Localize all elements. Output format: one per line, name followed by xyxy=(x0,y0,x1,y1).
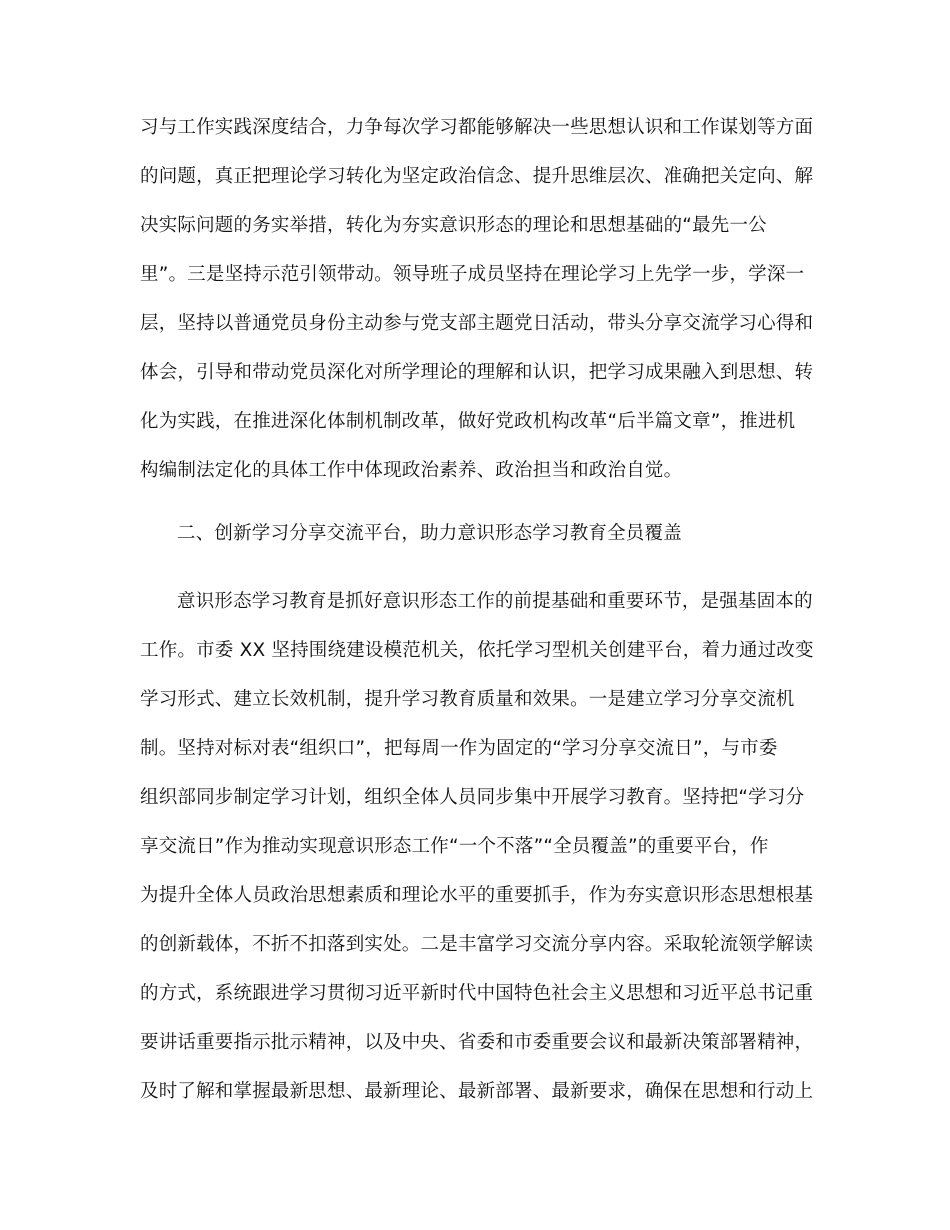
section-heading xyxy=(140,509,820,558)
text-line: 习与工作实践深度结合，力争每次学习都能够解决一些思想认识和工作谋划等方面 xyxy=(140,117,814,138)
text-line: 层，坚持以普通党员身份主动参与党支部主题党日活动，带头分享交流学习心得和 xyxy=(140,313,814,334)
text-line: 里”。三是坚持示范引领带动。领导班子成员坚持在理论学习上先学一步，学深一 xyxy=(140,264,805,285)
text-line: 的方式，系统跟进学习贯彻习近平新时代中国特色社会主义思想和习近平总书记重 xyxy=(140,983,814,1004)
paragraph-body xyxy=(140,577,820,1116)
text-line: 工作。市委 XX 坚持围绕建设模范机关，依托学习型机关创建平台，着力通过改变 xyxy=(140,640,814,661)
text-line: 组织部同步制定学习计划，组织全体人员同步集中开展学习教育。坚持把“学习分 xyxy=(140,787,805,808)
text-line: 要讲话重要指示批示精神，以及中央、省委和市委重要会议和最新决策部署精神， xyxy=(140,1032,814,1053)
text-line: 的问题，真正把理论学习转化为坚定政治信念、提升思维层次、准确把关定向、解 xyxy=(140,166,814,187)
text-line: 享交流日”作为推动实现意识形态工作“一个不落”“全员覆盖”的重要平台，作 xyxy=(140,836,769,857)
text-line: 构编制法定化的具体工作中体现政治素养、政治担当和政治自觉。 xyxy=(140,460,683,481)
text-line: 的创新载体，不折不扣落到实处。二是丰富学习交流分享内容。采取轮流领学解读 xyxy=(140,934,814,955)
text-line: 意识形态学习教育是抓好意识形态工作的前提基础和重要环节，是强基固本的 xyxy=(177,591,813,612)
text-line: 体会，引导和带动党员深化对所学理论的理解和认识，把学习成果融入到思想、转 xyxy=(140,362,814,383)
text-line: 为提升全体人员政治思想素质和理论水平的重要抓手，作为夯实意识形态思想根基 xyxy=(140,885,814,906)
text-line: 化为实践，在推进深化体制机制改革，做好党政机构改革“后半篇文章”，推进机 xyxy=(140,411,796,432)
text-line: 决实际问题的务实举措，转化为夯实意识形态的理论和思想基础的“最先一公 xyxy=(140,215,767,236)
paragraph-continuation xyxy=(140,103,820,495)
text-line: 制。坚持对标对表“组织口”，把每周一作为固定的“学习分享交流日”，与市委 xyxy=(140,738,778,759)
text-line: 及时了解和掌握最新思想、最新理论、最新部署、最新要求，确保在思想和行动上 xyxy=(140,1081,814,1102)
section-heading-text: 二、创新学习分享交流平台，助力意识形态学习教育全员覆盖 xyxy=(177,523,682,544)
text-line: 学习形式、建立长效机制，提升学习教育质量和效果。一是建立学习分享交流机 xyxy=(140,689,795,710)
